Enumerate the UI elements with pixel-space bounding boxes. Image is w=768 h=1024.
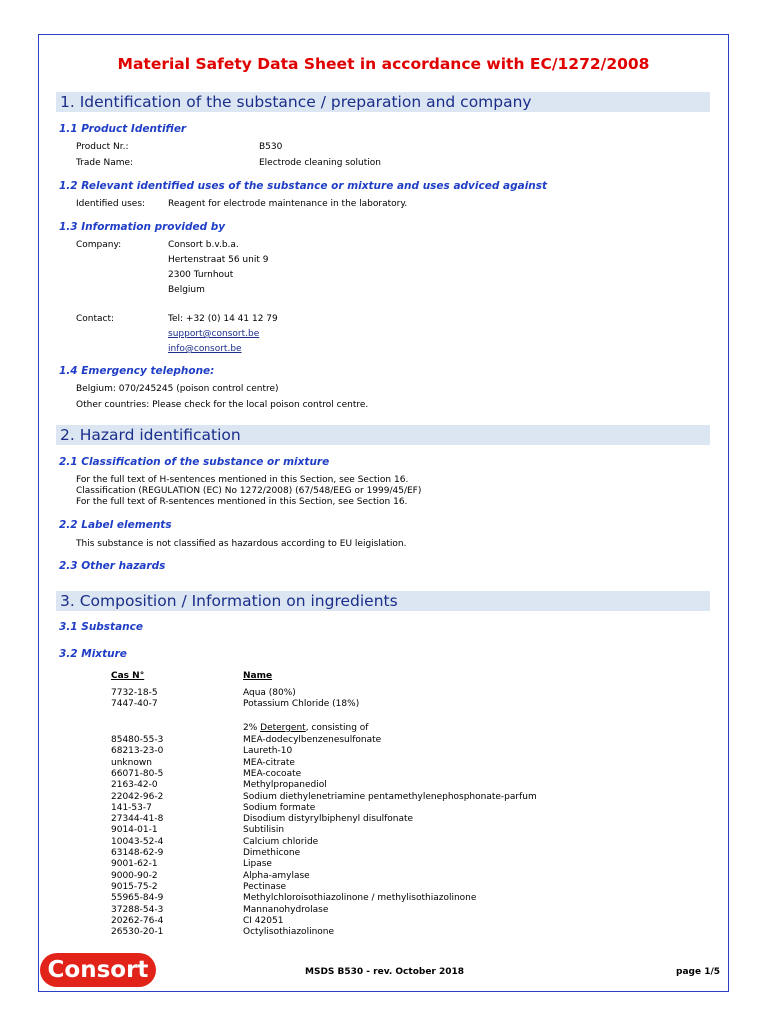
contact-label: Contact: — [76, 314, 115, 324]
trade-name-value: Electrode cleaning solution — [259, 158, 381, 168]
cas-number: 63148-62-9 — [111, 848, 164, 858]
section-1-title: 1. Identification of the substance / preparation and company — [60, 93, 532, 111]
identified-uses-value: Reagent for electrode maintenance in the laboratory. — [168, 199, 408, 209]
detergent-word: Detergent — [260, 723, 306, 733]
cas-number: 22042-96-2 — [111, 791, 164, 802]
subsection-3-1-title: 3.1 Substance — [59, 621, 143, 633]
subsection-2-1-title: 2.1 Classification of the substance or mixture — [59, 456, 330, 468]
cas-number: 9001-62-1 — [111, 859, 158, 870]
identified-uses-label: Identified uses: — [76, 199, 146, 209]
company-city: 2300 Turnhout — [168, 270, 234, 280]
company-country: Belgium — [168, 285, 205, 295]
detergent-heading — [243, 723, 368, 734]
classification-line: For the full text of R-sentences mentioned in this Section, see Section 16. — [76, 497, 408, 507]
document-title: Material Safety Data Sheet in accordance with EC/1272/2008 — [117, 55, 650, 73]
cas-number: 2163-42-0 — [111, 780, 158, 791]
ingredient-name: Aqua (80%) — [243, 688, 296, 698]
emergency-belgium: Belgium: 070/245245 (poison control centre) — [76, 384, 279, 394]
ingredient-name: Laureth-10 — [243, 746, 293, 757]
ingredient-name: Alpha-amylase — [243, 870, 310, 881]
cas-number: 55965-84-9 — [111, 893, 164, 904]
cas-number: 7447-40-7 — [111, 699, 158, 710]
subsection-2-2-title: 2.2 Label elements — [59, 519, 172, 531]
footer-page-number: page 1/5 — [676, 967, 721, 977]
company-address — [168, 238, 268, 298]
subsection-2-3-title: 2.3 Other hazards — [59, 560, 166, 572]
ingredient-name: MEA-cocoate — [243, 768, 302, 779]
cas-number: 66071-80-5 — [111, 768, 164, 779]
cas-number: 85480-55-3 — [111, 735, 164, 745]
cas-column-header: Cas N° — [111, 671, 145, 681]
trade-name-label: Trade Name: — [76, 158, 134, 168]
cas-number: 68213-23-0 — [111, 746, 164, 757]
ingredient-name: MEA-citrate — [243, 757, 295, 768]
ingredient-name: Mannanohydrolase — [243, 904, 329, 915]
ingredient-name: Pectinase — [243, 881, 287, 892]
section-2-title: 2. Hazard identification — [60, 426, 241, 444]
subsection-1-3-title: 1.3 Information provided by — [59, 221, 226, 233]
subsection-1-1-title: 1.1 Product Identifier — [59, 123, 187, 135]
cas-number: 26530-20-1 — [111, 927, 164, 938]
ingredient-name: Potassium Chloride (18%) — [243, 699, 360, 710]
cas-number: 9000-90-2 — [111, 870, 158, 881]
cas-number: 141-53-7 — [111, 802, 152, 813]
subsection-1-4-title: 1.4 Emergency telephone: — [59, 365, 215, 377]
consort-logo: Consort — [40, 953, 156, 987]
cas-number: 9014-01-1 — [111, 825, 158, 836]
subsection-1-2-title: 1.2 Relevant identified uses of the substance or mixture and uses adviced against — [59, 180, 548, 192]
ingredient-name: Calcium chloride — [243, 836, 319, 847]
product-nr-label: Product Nr.: — [76, 142, 129, 152]
label-elements-text: This substance is not classified as hazardous according to EU leigislation. — [76, 539, 407, 549]
cas-number: unknown — [111, 757, 152, 768]
ingredient-name: Methylchloroisothiazolinone / methylisothiazolinone — [243, 893, 477, 904]
ingredient-name: Disodium distyrylbiphenyl disulfonate — [243, 814, 414, 825]
cas-number: 27344-41-8 — [111, 814, 164, 825]
ingredient-name: Methylpropanediol — [243, 780, 327, 791]
info-email-link[interactable]: info@consort.be — [168, 344, 242, 354]
ingredient-name: CI 42051 — [243, 915, 284, 926]
classification-line: Classification (REGULATION (EC) No 1272/2008) (67/548/EEG or 1999/45/EF) — [76, 486, 422, 496]
cas-number: 20262-76-4 — [111, 915, 164, 926]
classification-text — [76, 475, 421, 508]
ingredient-name: MEA-dodecylbenzenesulfonate — [243, 735, 382, 745]
detergent-prefix: 2% — [243, 723, 261, 733]
contact-phone: Tel: +32 (0) 14 41 12 79 — [168, 314, 278, 324]
support-email-link[interactable]: support@consort.be — [168, 329, 260, 339]
cas-number: 10043-52-4 — [111, 836, 164, 847]
ingredient-name: Lipase — [243, 859, 272, 870]
detergent-suffix: , consisting of — [305, 723, 369, 733]
company-street: Hertenstraat 56 unit 9 — [168, 255, 269, 265]
cas-number: 7732-18-5 — [111, 688, 158, 698]
ingredient-name: Sodium formate — [243, 802, 316, 813]
company-label: Company: — [76, 240, 122, 250]
cas-number: 9015-75-2 — [111, 881, 158, 892]
subsection-3-2-title: 3.2 Mixture — [59, 648, 127, 660]
ingredient-name: Dimethicone — [243, 848, 301, 858]
ingredient-name: Sodium diethylenetriamine pentamethylenephosphonate-parfum — [243, 791, 537, 802]
emergency-other: Other countries: Please check for the local poison control centre. — [76, 400, 369, 410]
footer-doc-ref: MSDS B530 - rev. October 2018 — [305, 967, 465, 977]
name-column-header: Name — [243, 671, 273, 681]
classification-line: For the full text of H-sentences mentioned in this Section, see Section 16. — [76, 475, 409, 485]
product-nr-value: B530 — [259, 142, 283, 152]
ingredient-name: Subtilisin — [243, 825, 285, 836]
cas-number: 37288-54-3 — [111, 904, 164, 915]
contact-details — [168, 312, 278, 357]
ingredient-name: Octylisothiazolinone — [243, 927, 335, 938]
section-3-title: 3. Composition / Information on ingredients — [60, 592, 398, 610]
company-name: Consort b.v.b.a. — [168, 240, 239, 250]
